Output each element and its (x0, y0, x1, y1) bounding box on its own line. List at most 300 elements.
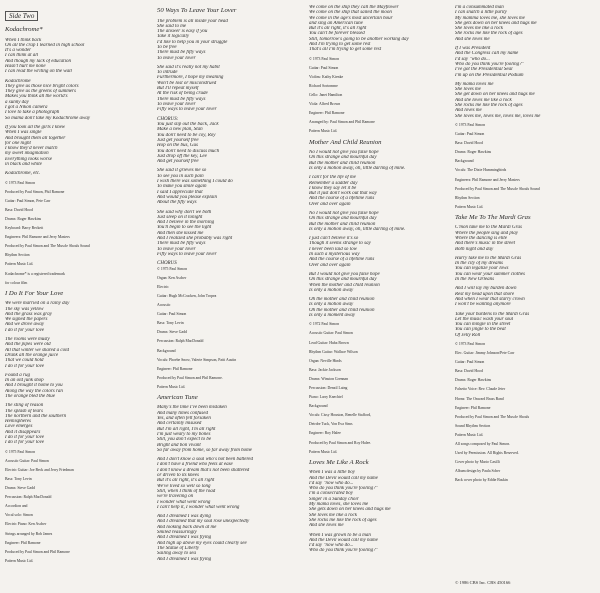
lyric-line: And the Devil would call my name (309, 537, 378, 543)
credit-line: Back cover photo by Eddie Baskin (455, 478, 508, 483)
song-title: American Tune (157, 393, 198, 401)
lyric-line: I wonder what went wrong (157, 499, 211, 505)
lyric-stanza (309, 5, 451, 53)
column-3 (309, 5, 451, 558)
credit-line: Bass: David Hood (455, 369, 483, 374)
credits-block (309, 322, 451, 453)
lyric-line: But the mother and child reunion (309, 221, 376, 227)
lyric-line: And we drove away (5, 322, 45, 328)
lyric-line: I'd say "who do... (455, 56, 490, 62)
credit-line: Drums: Winston Grennan (309, 376, 349, 381)
credit-line: © 1973 Paul Simon (309, 56, 339, 61)
credit-line: Richard Sortomme (309, 83, 338, 88)
credit-line: All songs composed by Paul Simon. (455, 442, 511, 447)
credits-block (157, 267, 303, 389)
lyric-line: I don't know a dream that's not been shattered (157, 467, 250, 473)
credit-line: Violins: Kathy Kienke (309, 74, 344, 79)
lyric-line: Though it seems strange to say (309, 241, 371, 247)
lyric-line: But it's all right, it's all right (157, 478, 215, 484)
lyric-line: Many's the time I've been mistaken (157, 405, 227, 411)
lyric-line: Still, you don't expect to be (157, 437, 212, 443)
lyric-line: And certainly misused (157, 421, 202, 427)
lyric-line: To leave your lover (157, 55, 196, 61)
lyric-stanza (5, 125, 151, 167)
lyric-line: On all the crap I learned in high school (5, 42, 85, 48)
lyric-line: If you took all the girls I knew (5, 124, 66, 130)
lyric-line: Take it logically (157, 34, 190, 40)
lyric-line: The orange bled the blue (5, 394, 55, 399)
lyric-line: Yes, and often felt forsaken (157, 416, 211, 422)
credit-line: Bass: Tony Levin (5, 476, 32, 481)
lyric-line: And I will lay my burden down (455, 286, 517, 292)
lyric-line: The northern and the southern (5, 413, 67, 419)
lyric-line: When I was a little boy (309, 470, 355, 476)
credit-line: Pattern Music Ltd. (5, 262, 34, 267)
credits-block (455, 342, 597, 437)
lyric-line: You don't need to be coy, Roy (157, 132, 216, 138)
credit-line: Produced by Paul Simon and The Muscle Shoals (455, 414, 530, 419)
lyric-line: And when I wear that starry crown (455, 296, 525, 302)
lyric-stanza (5, 171, 151, 176)
lyric-stanza (309, 297, 451, 318)
credit-line: Vocals: Cissy Houston, Renelle Stafford, (309, 413, 372, 418)
lyric-line: And then she kissed me (157, 230, 204, 236)
lyric-line: That we could hold (5, 358, 44, 364)
lyric-line: Just sleep on it tonight (157, 214, 203, 220)
lyric-line: Sailing away to sea (157, 551, 197, 557)
lyric-line: And looking back down at me (157, 524, 217, 530)
lyric-line: The splash of tears (5, 408, 43, 414)
lyric-line: You'll begin to see the light (157, 225, 212, 231)
lyric-line: You can legalize your lows (455, 266, 509, 272)
credit-line: Piano: Larry Knechtel (309, 395, 343, 400)
lyric-line: The Statue of Liberty (157, 545, 200, 551)
credit-line: Arranged by: Paul Simon and Phil Ramone (309, 120, 375, 125)
credit-line: Produced by Paul Simon and The Muscle Shoals Sound (5, 244, 90, 249)
lyric-line: I love to take a photograph (5, 110, 60, 116)
credit-line: Bass: Jackie Jackson (309, 367, 341, 372)
lyric-line: At the risk of being crude (157, 91, 208, 97)
credit-line: Organ: Neville Hinds (309, 358, 342, 363)
lyric-line: In such a mysterious way (309, 252, 360, 258)
credit-line: Vocal solo: Simon (5, 513, 33, 518)
lyric-line: Everything looks worse (5, 156, 52, 162)
credit-line: Vocals: The Dixie Hummingbirds (455, 168, 507, 173)
lyric-line: Kodachrome, etc. (5, 171, 41, 177)
credit-line: Guitar: Paul Simon (455, 132, 485, 137)
lyric-line: To be free (157, 44, 177, 50)
lyric-line: About the fifty ways (157, 200, 197, 206)
lyric-stanza (5, 38, 151, 75)
credit-line: Engineers: Phil Ramone and Jerry Masters (455, 177, 520, 182)
lyric-line: I won't be wanting anymore (455, 302, 511, 308)
lyric-line: Makes you think all the world's (5, 94, 68, 100)
lyric-line: And I realized she probably was right (157, 235, 233, 241)
credit-line: Used by Permission. All Rights Reserved. (455, 451, 519, 456)
credit-line: Background (157, 348, 176, 353)
lyric-line: C'mon take me to the Mardi Gras (455, 225, 522, 231)
lyric-line: Make a new plan, Stan (157, 127, 203, 133)
lyric-line: Still, when I think of the road (157, 488, 216, 494)
lyric-line: Is only a motion away, oh, little darling of mine. (309, 226, 406, 232)
lyric-line: She said it's really not my habit (157, 64, 220, 70)
lyric-line: Won't be lost or misconstrued (157, 80, 217, 86)
lyric-line: Is only a motion away (309, 302, 354, 308)
lyric-line: And I brought it home to you (5, 383, 63, 389)
lyric-line: And many times confused (157, 410, 208, 416)
lyric-line: And I dreamed that my soul rose unexpectedly (157, 519, 250, 525)
credit-line: Percussion: Ralph MacDonald (5, 495, 52, 500)
lyric-line: Smiled reassuringly (157, 530, 197, 536)
lyric-line: Who do you think you're fooling?" (455, 61, 524, 67)
lyric-line: To leave your lover (157, 101, 196, 107)
credit-line: Produced by Paul Simon and The Muscle Shoals Sound (455, 186, 540, 191)
song-title: 50 Ways To Leave Your Lover (157, 7, 237, 14)
lyric-line: And loves me (455, 108, 482, 114)
lyric-line: Remember a sadder day (309, 180, 358, 186)
lyric-line: Drank all the orange juice (5, 352, 59, 358)
lyric-line: To intrude (157, 70, 178, 76)
lyric-line: and sing an American tune (309, 20, 363, 26)
credit-line: Rhythm Guitar: Wallace Wilson (309, 349, 358, 354)
credit-line: Produced by Paul Simon and Phil Ramone. (157, 375, 223, 380)
lyric-line: The sting of reason (5, 403, 44, 409)
lyric-line: When I was single (5, 130, 42, 136)
lyric-line: And the course of a lifetime runs (309, 196, 375, 202)
lyric-line: Oh the mother and child reunion (309, 307, 375, 313)
lyric-line: And brought them all together (5, 135, 66, 141)
credit-line: Guitar: Paul Simon (455, 360, 485, 365)
lyric-line: They give us the greens of summers (5, 89, 76, 95)
lyric-line: Where the dancing is elite (455, 235, 508, 241)
lyric-line: And I dreamed I was dying (157, 514, 211, 520)
lyric-line: She said it grieves me so (157, 168, 207, 174)
credit-line: Pattern Music Ltd. (309, 129, 338, 134)
lyric-stanza (455, 46, 597, 78)
credit-line: Percussion: Denzil Laing (309, 385, 348, 390)
lyric-line: But I'll repeat myself (157, 86, 199, 92)
credit-line: Album design by Paula Scher (455, 469, 501, 474)
lyric-line: I'd say "now who do... (309, 543, 354, 549)
credit-line: Pattern Music Ltd. (455, 204, 484, 209)
lyric-line: Is only a motion away (309, 287, 354, 293)
lyric-line: Who do you think you're fooling?" (309, 486, 378, 492)
catalog-number: © 1986 CBS Inc. CBS 450166 (455, 580, 511, 585)
lyric-line: we're traveling on (157, 494, 194, 500)
lyric-line: Hemispheres (5, 419, 31, 425)
lyric-line: I can think at all (5, 53, 39, 59)
credit-line: Engineers: Phil Ramone and Jerry Masters (5, 235, 70, 240)
credit-line: Electric (157, 284, 169, 289)
credit-line: Bass: Tony Levin (157, 321, 184, 326)
lyric-line: She get down on her knees and hugs me (455, 92, 535, 98)
credit-line: Acoustic (157, 303, 171, 308)
chorus-label: CHORUS: (157, 116, 179, 122)
lyric-line: Love emerges (5, 424, 33, 430)
lyric-line: Hasn't hurt me none (5, 63, 46, 69)
credits-block (455, 442, 597, 455)
lyric-line: When I was grown to be a man (309, 532, 371, 538)
credit-line: © 1972 Paul Simon (309, 322, 339, 327)
lyric-line: I've got the Presidential Seal (455, 67, 513, 73)
lyric-line: I can snatch a little purity (455, 10, 507, 16)
chorus-label: CHORUS (157, 261, 177, 267)
lyric-line: And the course of a lifetime runs (309, 257, 375, 263)
lyric-line: When the mother and child reunion (309, 282, 380, 288)
lyric-line: Over and over again (309, 201, 351, 207)
lyric-line: And I'm trying to get some rest (309, 42, 371, 48)
credit-line: Horns: The Onward Brass Band (455, 396, 504, 401)
lyric-line: You can wear your summer clothes (455, 271, 525, 277)
credit-line: Organ: Ken Ascher (157, 275, 187, 280)
lyric-line: Kodachrome (5, 78, 31, 84)
lyric-line: or driven to its knees (157, 473, 199, 479)
lyric-line: And though my lack of education (5, 58, 71, 64)
credits-block (455, 123, 597, 209)
lyric-line: You can mingle in the street (455, 322, 511, 328)
lyric-line: I do it for your love (5, 435, 45, 441)
lyric-stanza (455, 256, 597, 282)
lyric-line: Is only a moment away (309, 313, 356, 319)
lyric-line: I can't for the life of me (309, 175, 356, 181)
lyric-line: But I'm all right, I'm all right (157, 426, 216, 432)
credit-line: Elec. Guitar: Jimmy Johnson/Pete Carr (455, 351, 515, 356)
lyric-line: I know they'd never match (5, 146, 58, 152)
credit-line: Guitar: Paul Simon (157, 312, 187, 317)
credit-line: Engineer: Roy Halee (309, 431, 341, 436)
credit-line: Bass: David Hood (5, 207, 33, 212)
lyric-line: She said why don't we both (157, 209, 212, 215)
lyric-stanza (157, 514, 303, 562)
lyric-line: And get yourself free (157, 159, 199, 165)
lyric-line: I never been laid so low (309, 246, 357, 252)
credit-line: © 1973 Paul Simon (455, 342, 485, 347)
lyric-line: I'm a consummated man (455, 5, 504, 10)
lyric-line: You can't be forever blessed (309, 31, 365, 37)
lyric-line: You don't need to discuss much (157, 148, 220, 154)
credit-line: Bass: David Hood (455, 141, 483, 146)
lyric-line: My mama loves, she loves me (309, 502, 369, 508)
lyric-line: We've lived so well so long (157, 483, 211, 489)
credit-line: Background (309, 404, 328, 409)
lyric-line: She gets down on her knees and hugs me (309, 507, 391, 513)
lyric-line: Take your burdens to the Mardi Gras (455, 311, 530, 317)
credit-line: Engineer: Phil Ramone (309, 111, 345, 116)
lyric-line: She rocks me like the rock of ages (455, 31, 523, 37)
credit-line: Vocals: Phoebe Snow, Valerie Simpson, Patti Austin (157, 357, 237, 362)
lyric-line: She loves me, loves me, loves me, loves me (455, 113, 541, 119)
lyric-line: Hop on the bus, Gus (157, 143, 198, 149)
lyric-line: And she loves me like a rock (455, 97, 512, 103)
lyric-line: Where the people sing and play (455, 230, 518, 236)
lyric-stanza (157, 122, 303, 164)
lyric-stanza (309, 470, 451, 528)
lyric-line: in black and white (5, 162, 42, 168)
credit-line: Background (455, 159, 474, 164)
lyric-line: Fifty ways to leave your lover (157, 251, 217, 257)
lyric-line: There must be fifty ways (157, 50, 206, 56)
lyric-line: That's all I'm trying to get some rest (309, 47, 382, 53)
credit-line: Drums: Steve Gadd (5, 486, 35, 491)
lyric-line: And she loves me (309, 523, 344, 529)
lyric-line: I don't have a friend who feels at ease (157, 462, 233, 468)
credit-line: Engineer: Phil Ramone (455, 405, 491, 410)
credits-block (455, 460, 597, 482)
lyric-line: Of Jelly Roll (455, 332, 481, 338)
credit-line: Drums: Roger Hawkins (455, 378, 492, 383)
credit-line: Produced by Paul Simon and Phil Ramone (5, 549, 70, 554)
lyric-line: There must be fifty ways (157, 241, 206, 247)
lyric-line: No I would not give you false hope (309, 210, 379, 216)
lyric-line: She loves me (455, 87, 481, 93)
lyric-stanza (157, 405, 303, 453)
lyric-line: And the Congress call my name (455, 51, 519, 57)
lyric-line: Just get yourself free (157, 137, 199, 143)
credit-line: Accordion and (5, 504, 28, 509)
credit-line: Rhythm Section (455, 195, 480, 200)
lyric-line: Is only a motion away, oh, little darling of mine. (309, 165, 406, 171)
lyric-line: And high up above my eyes could clearly see (157, 540, 247, 546)
lyric-line: I wish there was something I could do (157, 179, 233, 185)
lyric-line: And I dreamed I was flying (157, 535, 212, 541)
lyric-line: Still, tomorrow's going to be another working day (309, 36, 409, 42)
lyric-line: You can jingle to the beat (455, 327, 506, 333)
lyric-line: We signed the papers (5, 317, 48, 323)
lyric-line: We come on the ship that sailed the moon (309, 10, 392, 16)
lyric-line: I'm just weary to my bones (157, 431, 211, 437)
lyric-line: The answer is easy if you (157, 29, 208, 35)
lyric-stanza (455, 312, 597, 338)
lyric-line: She loves me like a rock (455, 26, 503, 32)
credit-line: Guitar: Hugh McCracken, John Tropea (157, 293, 217, 298)
credit-line: Keyboard: Barry Beckett (5, 226, 44, 231)
lyric-line: There must be fifty ways (157, 96, 206, 102)
lyric-line: We come on the ship they call the Mayflower (309, 5, 399, 10)
lyric-stanza (455, 82, 597, 119)
lyric-line: my sweet imagination (5, 151, 49, 157)
lyric-line: And the grass was gray (5, 311, 52, 317)
lyric-line: When I think back (5, 37, 42, 43)
lyric-line: I do it for your love (5, 363, 45, 369)
lyric-line: Found a rug (5, 372, 30, 378)
credit-line: Electric Guitar: Joe Beck and Jerry Friedman (5, 467, 74, 472)
lyric-line: So far away from home, so far away from home (157, 447, 252, 453)
lyric-stanza (157, 65, 303, 113)
lyric-line: And the Devil would call my name (309, 475, 378, 481)
credit-line: Lead Guitar: Huba Brown (309, 340, 349, 345)
lyric-line: In an old junk shop (5, 378, 44, 384)
song-title: Loves Me Like A Rock (309, 458, 369, 466)
lyric-stanza (157, 210, 303, 258)
lyric-line: But the mother and child reunion (309, 160, 376, 166)
lyric-line: We were married on a rainy day (5, 301, 70, 307)
lyric-line: The problem is all inside your head (157, 18, 228, 24)
lyric-line: She said to me (157, 23, 187, 29)
lyric-line: In the city of my dreams (455, 261, 503, 267)
lyric-stanza (5, 301, 151, 333)
lyric-line: I can read the writing on the wall (5, 69, 72, 75)
lyric-line: It's a wonder (5, 48, 32, 54)
credit-line: © 1975 Paul Simon (157, 266, 187, 271)
credit-line: Viola: Alfred Brown (309, 102, 341, 107)
lyric-stanza (455, 5, 597, 42)
credit-line: Pattern Music Ltd. (157, 384, 186, 389)
song-title: Kodachrome* (5, 26, 43, 33)
credit-line: Guitar: Paul Simon (309, 65, 339, 70)
lyric-stanza (5, 337, 151, 369)
lyric-line: And she loves me (455, 36, 490, 42)
column-2 (157, 5, 303, 566)
credit-line: Produced by Paul Simon, Phil Ramone (5, 189, 65, 194)
lyric-line: She rocks me like the rock of ages (309, 517, 377, 523)
lyric-line: I do it for your love (5, 440, 45, 446)
credit-line: Rhythm Section (5, 253, 30, 258)
lyric-stanza (5, 403, 151, 445)
lyric-line: You just slip out the back, Jack (157, 122, 219, 128)
credit-line: Drums: Roger Hawkins (5, 217, 42, 221)
column-1 (5, 5, 151, 568)
lyric-line: Singer in a Sunday choir (309, 496, 359, 502)
lyric-line: To make you smile again (157, 184, 207, 190)
credit-line: © 1973 Paul Simon (5, 180, 35, 185)
credits-block (309, 57, 451, 134)
lyric-line: I'd like to help you in your struggle (157, 39, 228, 45)
credits-block (5, 181, 151, 285)
credit-line: Produced by Paul Simon and Roy Halee. (309, 440, 372, 445)
lyric-stanza (309, 150, 451, 171)
credit-line: Percussion: Ralph MacDonald (157, 339, 204, 344)
song-title: Take Me To The Mardi Gras (455, 213, 531, 221)
lyric-stanza (309, 272, 451, 293)
lyric-stanza (309, 533, 451, 554)
lyric-stanza (309, 175, 451, 207)
lyric-line: I do it for your love (5, 327, 45, 333)
credit-line: Guitar: Paul Simon, Pete Carr (5, 198, 51, 203)
credit-line: © 1973 Paul Simon (455, 122, 485, 127)
lyric-line: In the New Orleans (455, 277, 495, 283)
lyric-stanza (5, 79, 151, 121)
lyric-line: And I don't know a soul who's not been battered (157, 457, 253, 463)
credit-line: Pattern Music Ltd. (5, 558, 34, 563)
lyric-line: Hurry take me to the Mardi Gras (455, 255, 522, 261)
song-title: I Do It For Your Love (5, 289, 64, 297)
lyric-line: I'd say "now who do... (309, 480, 354, 486)
lyric-line: But it just don't work out that way (309, 191, 377, 197)
credit-line: Cello: Janet Hamilton (309, 93, 343, 98)
lyric-line: She gets down on her knees and hugs me (455, 20, 537, 26)
lyric-line: I just can't believe it's so (309, 236, 359, 242)
lyric-line: And there's music in the street (455, 241, 515, 247)
lyric-stanza (157, 457, 303, 510)
column-4 (455, 5, 597, 488)
lyric-line: Let the music wash your soul (455, 316, 514, 322)
credit-line: Sound Rhythm Section (455, 423, 491, 428)
lyric-line: So mama don't take my Kodachrome away (5, 115, 91, 121)
lyric-line: No I would not give you false hope (309, 150, 379, 156)
credits-block (5, 450, 151, 563)
lyric-line: I said I appreciate that (157, 189, 203, 195)
lyric-line: Both night and day (455, 246, 494, 252)
lyric-line: I can't help it, I wonder what went wrong (157, 504, 240, 510)
lyric-line: Just drop off the key, Lee (157, 153, 207, 159)
lyric-stanza (157, 19, 303, 61)
lyric-stanza (455, 225, 597, 251)
credit-line: Drums: Steve Gadd (157, 330, 187, 335)
lyric-line: We come in the age's most uncertain hour (309, 15, 393, 21)
credit-line: Kodachrome* is a registered trademark (5, 271, 65, 276)
lyric-line: She rocks me like the rock of ages (455, 103, 523, 109)
credit-line: Strings arranged by Bob James (5, 531, 53, 536)
